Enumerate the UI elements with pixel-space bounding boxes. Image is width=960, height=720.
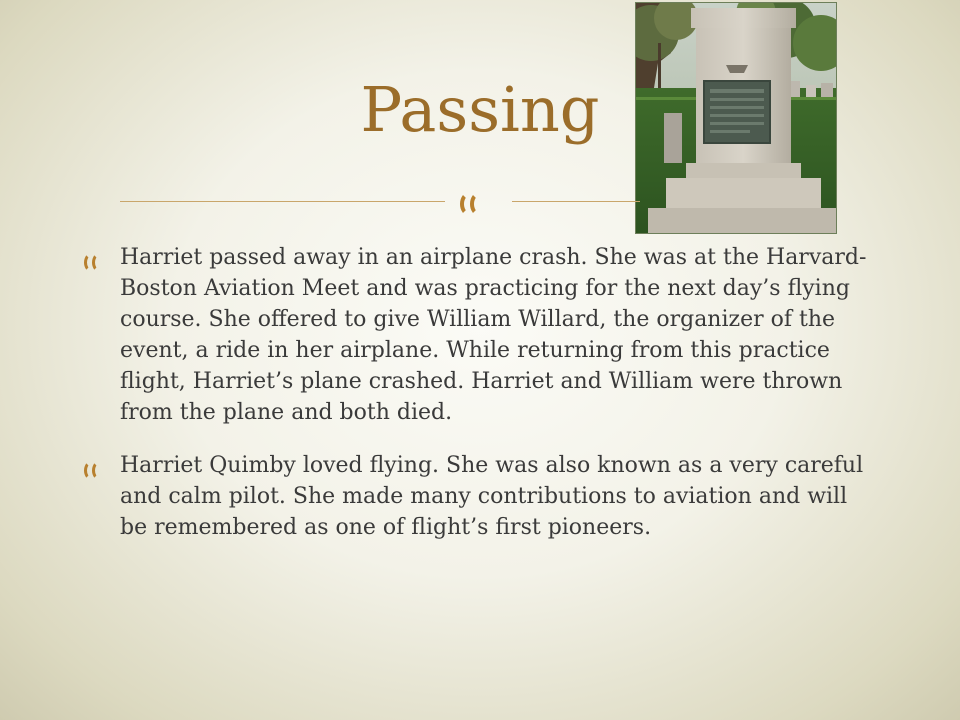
bullet-text: Harriet passed away in an airplane crash. She was at the Harvard-Boston Aviation Meet and was practicing for the next day’s flying course. She offered to give William Willard, the organizer of the event, a ride in her airplane. While returning from this practice flight, Harriet’s plane crashed. Harriet and William were thrown from the plane and both died. xyxy=(120,245,867,425)
ornament-bullet-icon xyxy=(82,458,108,478)
divider-line-right xyxy=(512,201,640,202)
bullet-list xyxy=(80,242,880,565)
ornament-icon xyxy=(458,189,488,213)
bullet-item xyxy=(80,450,880,543)
ornament-bullet-icon xyxy=(82,250,108,270)
title-divider xyxy=(120,189,640,213)
slide-title: Passing xyxy=(360,73,600,146)
bullet-text: Harriet Quimby loved flying. She was also known as a very careful and calm pilot. She made many contributions to aviation and will be remembered as one of flight’s first pioneers. xyxy=(120,453,864,540)
divider-line-left xyxy=(120,201,445,202)
bullet-item xyxy=(80,242,880,428)
